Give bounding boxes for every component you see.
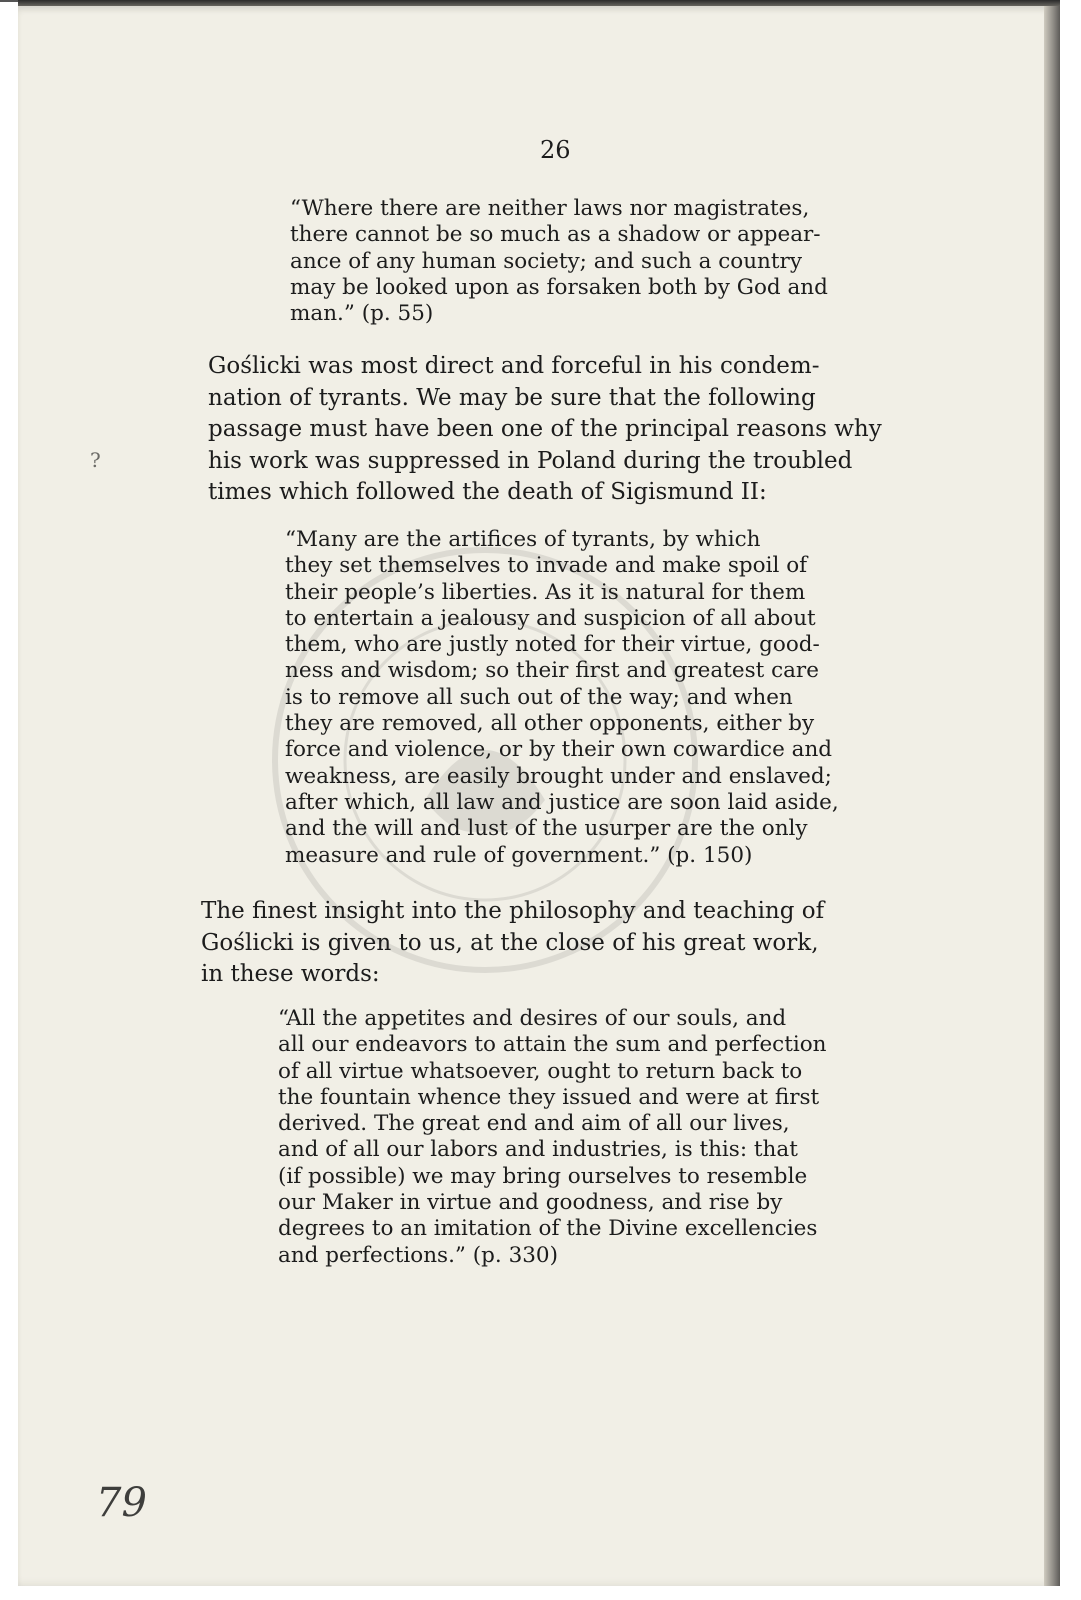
body-paragraph-tyrants-intro: Goślicki was most direct and forceful in his condem- nation of tyrants. We may be sure that the following passage must have been one of the principal reasons why his work was suppressed in Poland during the troubled times which followed the death of Sigismund II: — [208, 353, 882, 505]
block-quote-tyrants: “Many are the artifices of tyrants, by which they set themselves to invade and make spoil of their people’s liberties. As it is natural for them to entertain a jealousy and suspicion of all about them, who are justly noted for their virtue, good- ness and wisdom; so their first and greatest care is to remove all such out of the way; and when they are removed, all other opponents, either by force and violence, or by their own cowardice and weakness, are easily brought under and enslaved; after which, all law and justice are soon laid aside, and the will and lust of the usurper are the only measure and rule of government.” (p. 150) — [285, 527, 839, 868]
handwritten-page-number: 79 — [96, 1480, 147, 1526]
block-quote-laws: “Where there are neither laws nor magistrates, there cannot be so much as a shadow or appear- ance of any human society; and such a country may be looked upon as forsaken both by God and man.” (p. 55) — [290, 196, 828, 327]
margin-question-mark: ? — [90, 448, 101, 472]
block-quote-virtue: “All the appetites and desires of our souls, and all our endeavors to attain the sum and perfection of all virtue whatsoever, ought to return back to the fountain whence they issued and were at first derived. The great end and aim of all our lives, and of all our labors and industries, is this: that (if possible) we may bring ourselves to resemble our Maker in virtue and goodness, and rise by degrees to an imitation of the Divine excellencies and perfections.” (p. 330) — [278, 1006, 827, 1268]
body-paragraph-insight: The finest insight into the philosophy and teaching of Goślicki is given to us, at the close of his great work, in these words: — [201, 898, 825, 987]
page-number: 26 — [540, 136, 571, 164]
booklet-spine — [1044, 6, 1060, 1586]
